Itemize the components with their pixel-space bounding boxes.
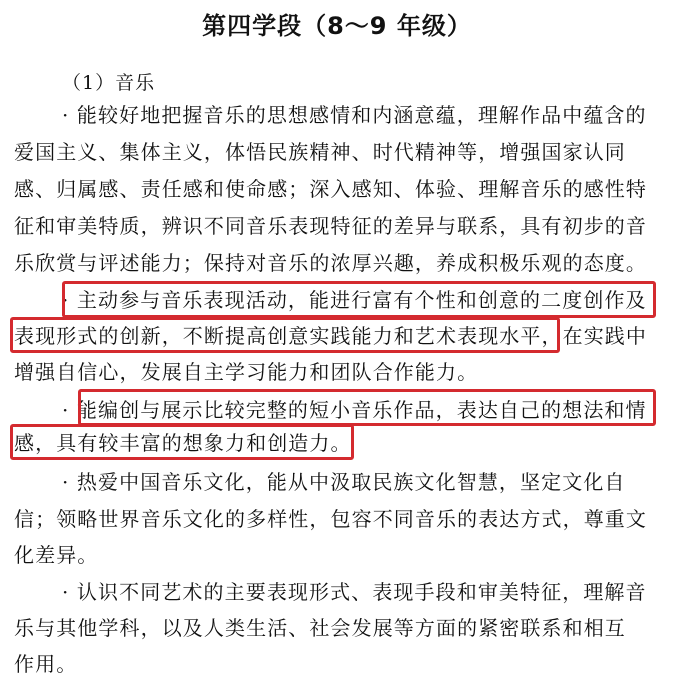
page-title: 第四学段（8～9 年级）: [202, 12, 472, 40]
paragraph-line: · 认识不同艺术的主要表现形式、表现手段和审美特征，理解音: [62, 580, 647, 604]
highlight-box-2a: [78, 389, 656, 426]
paragraph-line: · 热爱中国音乐文化，能从中汲取民族文化智慧，坚定文化自: [62, 470, 626, 494]
paragraph-line: · 能编创与展示比较完整的短小音乐作品，表达自己的想法和情: [62, 398, 647, 422]
paragraph-line: 爱国主义、集体主义，体悟民族精神、时代精神等，增强国家认同: [14, 140, 626, 164]
paragraph-line: · 主动参与音乐表现活动，能进行富有个性和创意的二度创作及: [62, 288, 647, 312]
highlight-box-1b: [10, 317, 560, 353]
paragraph-line: 乐欣赏与评述能力；保持对音乐的浓厚兴趣，养成积极乐观的态度。: [14, 251, 647, 275]
paragraph-line: 作用。: [14, 652, 78, 676]
section-heading: （1）音乐: [62, 72, 156, 94]
paragraph-line: 化差异。: [14, 543, 99, 567]
paragraph-line: 增强自信心，发展自主学习能力和团队合作能力。: [14, 360, 479, 384]
paragraph-line: · 能较好地把握音乐的思想感情和内涵意蕴，理解作品中蕴含的: [62, 103, 647, 127]
paragraph-line: 信；领略世界音乐文化的多样性，包容不同音乐的表达方式，尊重文: [14, 507, 647, 531]
highlight-box-2b: [10, 424, 354, 460]
highlight-box-1a: [62, 281, 656, 318]
paragraph-line: 乐与其他学科，以及人类生活、社会发展等方面的紧密联系和相互: [14, 616, 626, 640]
paragraph-line: 感、归属感、责任感和使命感；深入感知、体验、理解音乐的感性特: [14, 177, 647, 201]
paragraph-line: 征和审美特质，辨识不同音乐表现特征的差异与联系，具有初步的音: [14, 214, 647, 238]
paragraph-line: 感，具有较丰富的想象力和创造力。: [14, 431, 352, 455]
paragraph-line: 表现形式的创新，不断提高创意实践能力和艺术表现水平，在实践中: [14, 324, 647, 348]
